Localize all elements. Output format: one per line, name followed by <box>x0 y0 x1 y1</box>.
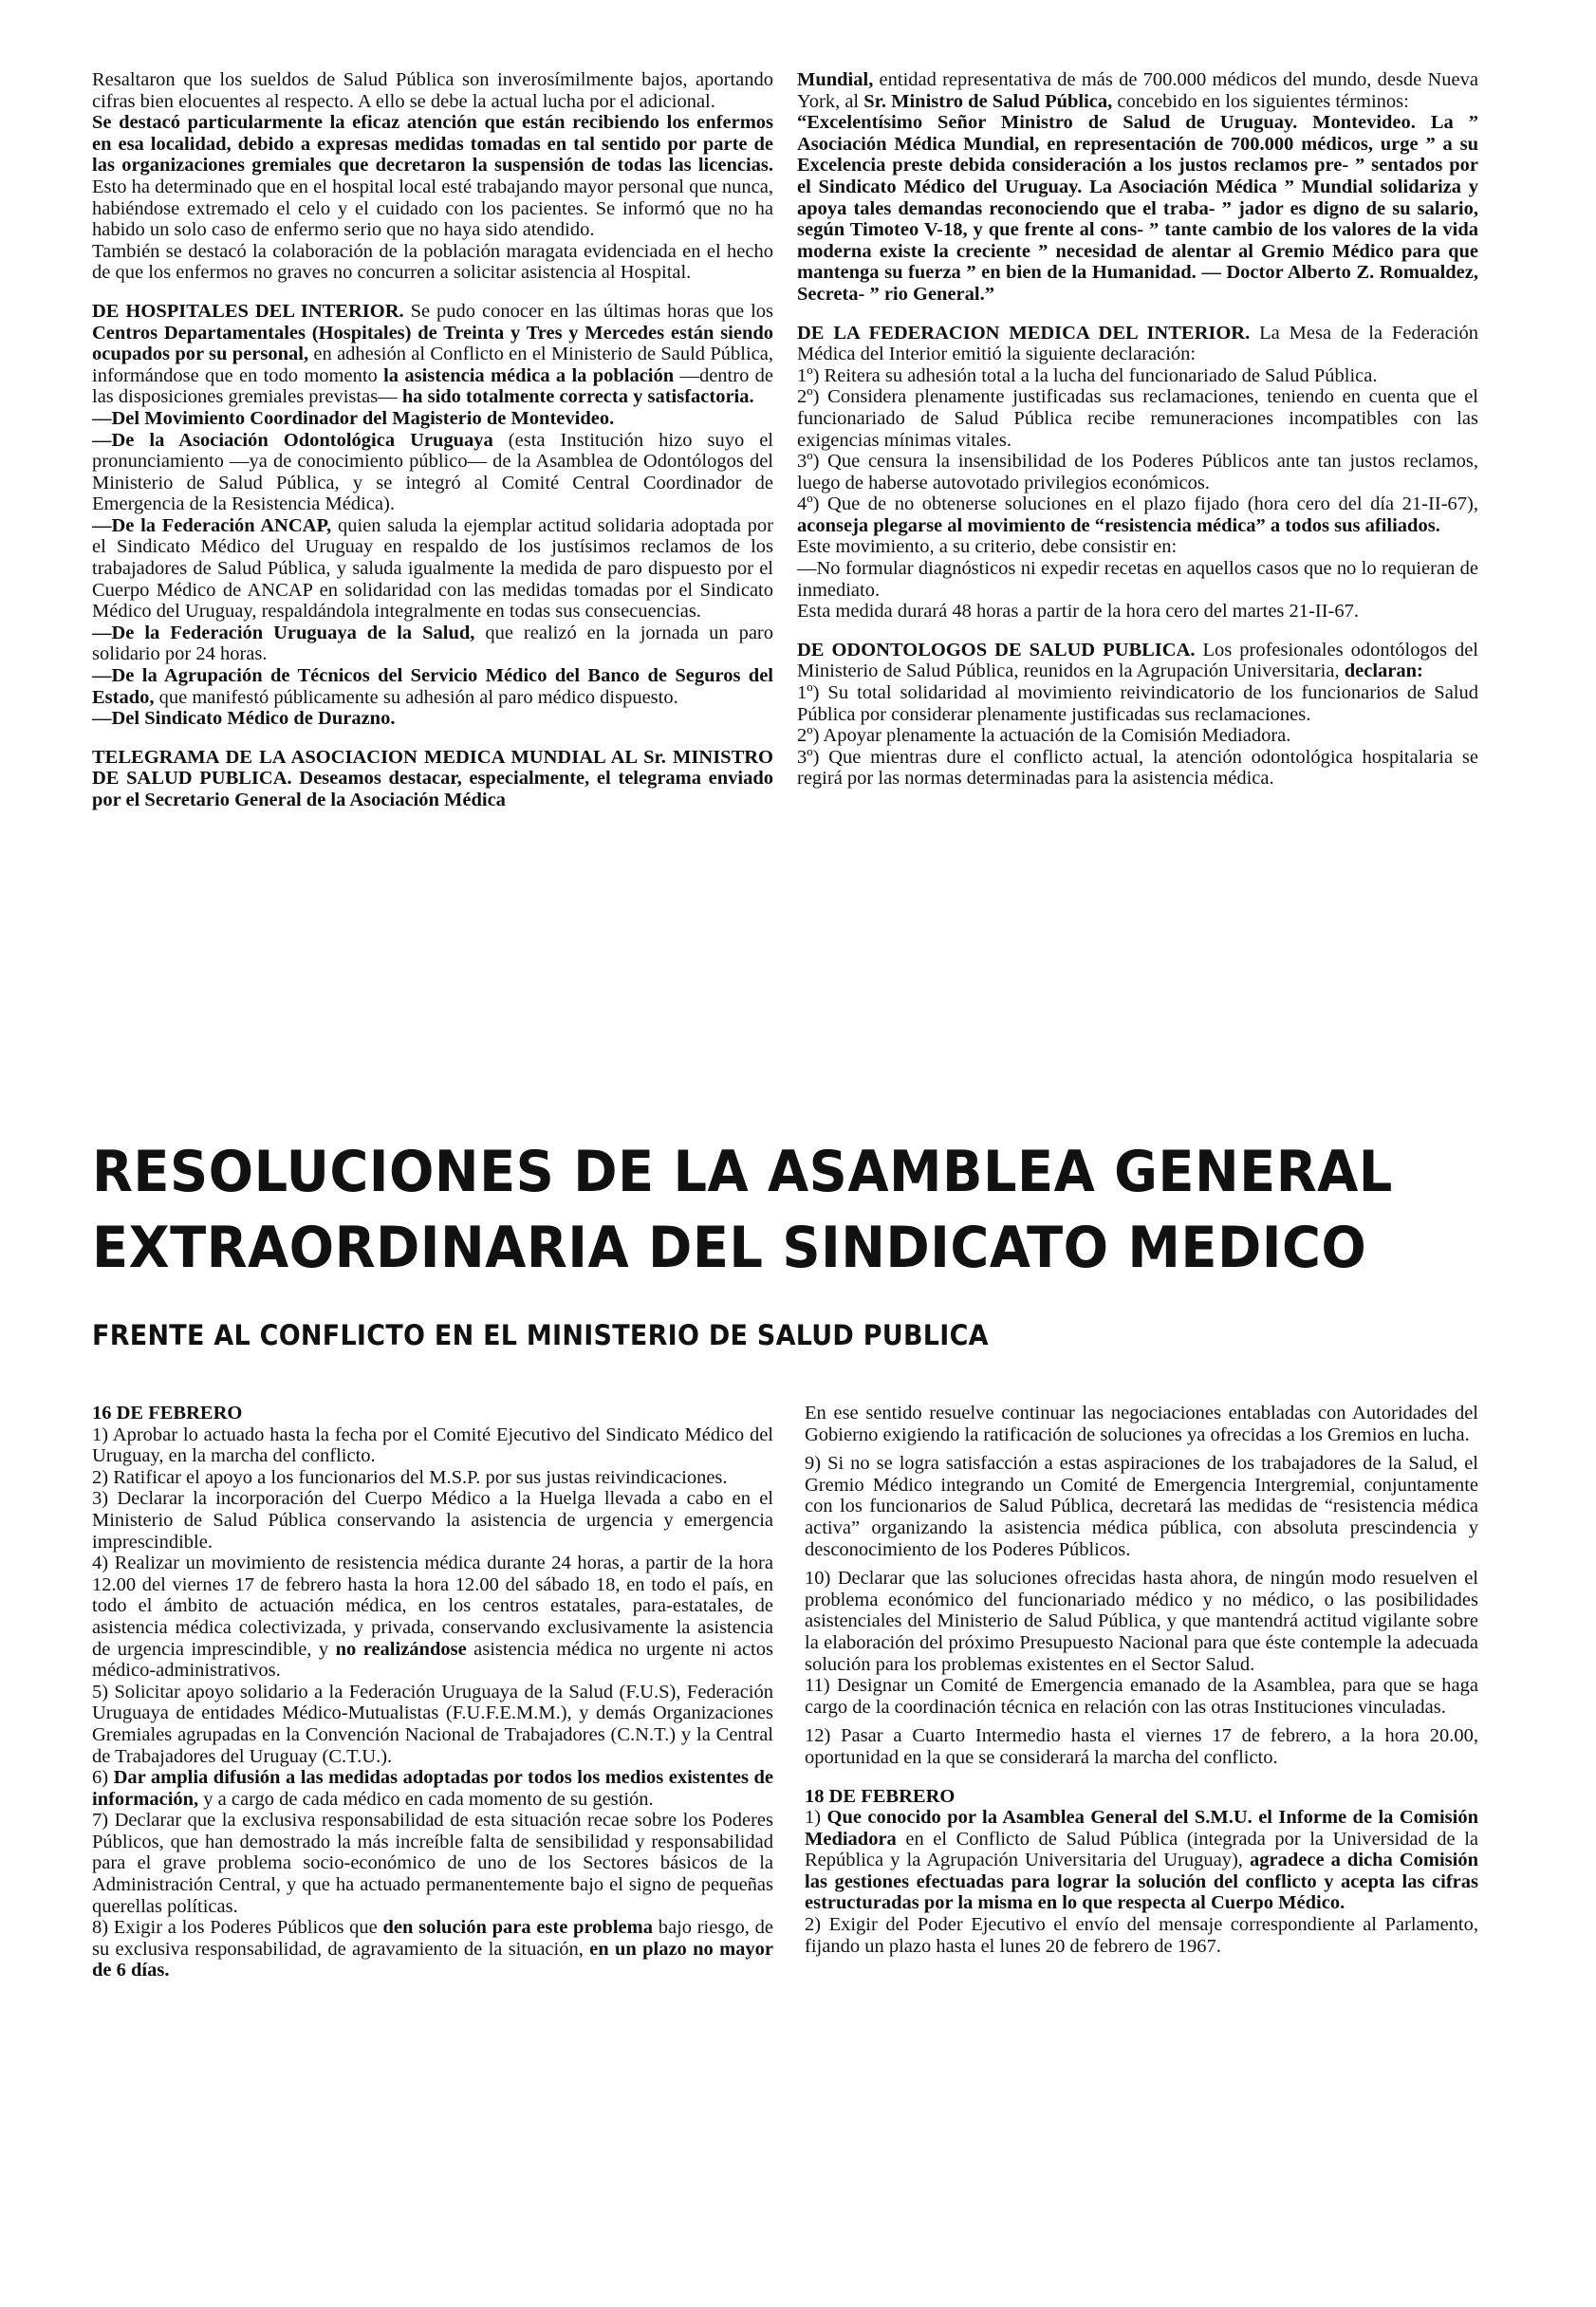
headline-subtitle: FRENTE AL CONFLICTO EN EL MINISTERIO DE SALUD PUBLICA <box>92 1319 989 1351</box>
paragraph: 2º) Considera plenamente justificadas sus reclamaciones, teniendo en cuenta que el funcionariado de Salud Pública recibe remuneraciones incompatibles con las exigencias mínimas vitales. <box>797 386 1478 451</box>
text: La Mesa de la Federación Médica del Interior emitió la siguiente declaración: <box>797 322 1478 365</box>
paragraph <box>92 747 773 811</box>
bold-text: en un plazo no mayor de 6 días. <box>92 1938 773 1981</box>
bold-text: —De la Federación ANCAP, <box>92 514 332 536</box>
paragraph: —No formular diagnósticos ni expedir recetas en aquellos casos que no lo requieran de inmediato. <box>797 558 1478 601</box>
bottom-left-column <box>92 1403 773 1981</box>
bold-text: Se destacó particularmente la eficaz atención que están recibiendo los enfermos en esa localidad, debido a expresas medidas tomadas en tal sentido por parte de las organizaciones gremiales que decretaron la suspensión de todas las licencias. <box>92 112 773 177</box>
resolution-item: 3) Declarar la incorporación del Cuerpo Médico a la Huelga llevada a cabo en el Ministerio de Salud Pública conservando la asistencia de urgencia y emergencia imprescindible. <box>92 1488 773 1553</box>
resolution-item <box>92 1917 773 1981</box>
text: y a cargo de cada médico en cada momento de su gestión. <box>198 1788 654 1810</box>
text: 1) <box>805 1807 827 1829</box>
text: Los profesionales odontólogos del Ministerio de Salud Pública, reunidos en la Agrupación Universitaria, <box>797 639 1478 682</box>
bold-text: aconseja plegarse al movimiento de “resistencia médica” a todos sus afiliados. <box>797 514 1440 536</box>
paragraph <box>797 493 1478 536</box>
text: 6) <box>92 1767 114 1789</box>
section-label: DE HOSPITALES DEL INTERIOR. <box>92 300 404 322</box>
bold-text: no realizándose <box>335 1638 467 1660</box>
text: bajo riesgo, de su exclusiva responsabilidad, de agravamiento de la situación, <box>92 1917 773 1960</box>
resolution-item: 12) Pasar a Cuarto Intermedio hasta el viernes 17 de febrero, a la hora 20.00, oportunidad en la que se considerará la marcha del conflicto. <box>805 1725 1478 1768</box>
text: —dentro de las disposiciones gremiales previstas— <box>92 364 773 408</box>
bold-text: declaran: <box>1344 660 1423 682</box>
resolution-item: 11) Designar un Comité de Emergencia emanado de la Asamblea, para que se haga cargo de la coordinación técnica en relación con las otras Instituciones vinculadas. <box>805 1675 1478 1718</box>
resolution-item: 9) Si no se logra satisfacción a estas aspiraciones de los trabajadores de la Salud, el Gremio Médico integrando un Comité de Emergencia Intergremial, conjuntamente con los funcionarios de Salud Pública, decretará las medidas de “resistencia médica activa” organizando la asistencia médica pública, con absoluta prescindencia y desconocimiento de los Poderes Públicos. <box>805 1453 1478 1560</box>
bold-text: ha sido totalmente correcta y satisfactoria. <box>401 386 754 408</box>
text: Se pudo conocer en las últimas horas que los <box>403 300 773 322</box>
top-right-column <box>797 69 1478 790</box>
text: Esto ha determinado que en el hospital local esté trabajando mayor personal que nunca, habiéndose extremado el celo y el cuidado con los pacientes. Se informó que no ha habido un solo caso de enfermo serio que no haya sido atendido. <box>92 176 773 241</box>
paragraph: Esta medida durará 48 horas a partir de la hora cero del martes 21-II-67. <box>797 601 1359 623</box>
paragraph <box>92 301 773 408</box>
text: asistencia médica no urgente ni actos médico-administrativos. <box>92 1638 773 1682</box>
paragraph: 3º) Que mientras dure el conflicto actual, la atención odontológica hospitalaria se regirá por las normas determinadas para la asistencia médica. <box>797 746 1478 790</box>
paragraph <box>797 69 1478 112</box>
bold-text: Dar amplia difusión a las medidas adoptadas por todos los medios existentes de información, <box>92 1767 773 1810</box>
date-heading: 18 DE FEBRERO <box>805 1785 956 1807</box>
text: 4) Realizar un movimiento de resistencia médica durante 24 horas, a partir de la hora 12.00 del viernes 17 de febrero hasta la hora 12.00 del sábado 18, en todo el país, en todo el ámbito de actuación médica, en los centros estatales, para-estatales, de asistencia médica colectivizada, y privada, conservando exclusivamente la asistencia de urgencia imprescindible, y <box>92 1553 773 1660</box>
resolution-item <box>92 1553 773 1682</box>
text: (esta Institución hizo suyo el pronunciamiento —ya de conocimiento público— de la Asamblea de Odontólogos del Ministerio de Salud Pública, y se integró al Comité Central Coordinador de Emergencia de la Resistencia Médica). <box>92 429 773 515</box>
section-label: DE ODONTOLOGOS DE SALUD PUBLICA. <box>797 639 1196 660</box>
top-left-column <box>92 69 773 811</box>
text: concebido en los siguientes términos: <box>1112 90 1409 112</box>
paragraph: Este movimiento, a su criterio, debe consistir en: <box>797 536 1178 558</box>
resolution-item: 1) Aprobar lo actuado hasta la fecha por el Comité Ejecutivo del Sindicato Médico del Uruguay, en la marcha del conflicto. <box>92 1423 773 1467</box>
paragraph <box>92 430 773 515</box>
telegram-quote: “Excelentísimo Señor Ministro de Salud de Uruguay. Montevideo. La ” Asociación Médica Mundial, en representación de 700.000 médicos, urge ” a su Excelencia preste debida consideración a los justos reclamos pre- ” sentados por el Sindicato Médico del Uruguay. La Asociación Médica ” Mundial solidariza y apoya tales demandas reconociendo que el traba- ” jador es digno de su salario, según Timoteo V-18, y que frente al cons- ” tante cambio de los valores de la vida moderna existe la creciente ” necesidad de alentar al Gremio Médico para que mantenga su fuerza ” en bien de la Humanidad. — Doctor Alberto Z. Romualdez, Secreta- ” rio General.” <box>797 112 1478 305</box>
bold-text: agradece a dicha Comisión las gestiones efectuadas para lograr la solución del conflicto y acepta las cifras estructuradas por la misma en lo que respecta al Cuerpo Médico. <box>805 1850 1478 1914</box>
paragraph <box>797 323 1478 365</box>
text: que realizó en la jornada un paro solidario por 24 horas. <box>92 622 773 665</box>
paragraph: 1º) Reitera su adhesión total a la lucha del funcionariado de Salud Pública. <box>797 364 1378 386</box>
text: que manifestó públicamente su adhesión al paro médico dispuesto. <box>154 686 678 708</box>
resolution-item <box>805 1807 1478 1914</box>
resolution-item: 5) Solicitar apoyo solidario a la Federación Uruguaya de la Salud (F.U.S), Federación Uruguaya de entidades Médico-Mutualistas (F.U.F.E.M.M.), y demás Organizaciones Gremiales agrupadas en la Convención Nacional de Trabajadores (C.N.T.) y la Central de Trabajadores del Uruguay (C.T.U.). <box>92 1681 773 1767</box>
paragraph: —Del Movimiento Coordinador del Magisterio de Montevideo. <box>92 407 615 429</box>
bold-text: Que conocido por la Asamblea General del S.M.U. el Informe de la Comisión Mediadora <box>805 1807 1478 1850</box>
paragraph <box>92 112 773 241</box>
text: en adhesión al Conflicto en el Ministerio de Sauld Pública, informándose que en todo momento <box>92 344 774 386</box>
paragraph: —Del Sindicato Médico de Durazno. <box>92 708 396 730</box>
bold-text: —De la Agrupación de Técnicos del Servicio Médico del Banco de Seguros del Estado, <box>92 665 773 708</box>
bold-text: den solución para este problema <box>382 1917 653 1939</box>
headline-line-2: EXTRAORDINARIA DEL SINDICATO MEDICO <box>92 1215 1367 1281</box>
section-label: TELEGRAMA DE LA ASOCIACION MEDICA MUNDIAL AL Sr. MINISTRO DE SALUD PUBLICA. <box>92 746 773 790</box>
bold-text: Sr. Ministro de Salud Pública, <box>863 90 1113 112</box>
paragraph <box>92 665 773 708</box>
headline-line-1: RESOLUCIONES DE LA ASAMBLEA GENERAL <box>92 1139 1393 1205</box>
bold-text: Centros Departamentales (Hospitales) de Treinta y Tres y Mercedes están siendo ocupados por su personal, <box>92 322 773 365</box>
text: quien saluda la ejemplar actitud solidaria adoptada por el Sindicato Médico del Uruguay en respaldo de los justísimos reclamos de los trabajadores de Salud Pública, y saluda igualmente la medida de paro dispuesto por el Cuerpo Médico de ANCAP en solidaridad con las medidas tomadas por el Sindicato Médico del Uruguay, respaldándola integralmente en todas sus consecuencias. <box>92 514 773 623</box>
paragraph: 1º) Su total solidaridad al movimiento reivindicatorio de los funcionarios de Salud Pública por considerar plenamente justificadas sus reclamaciones. <box>797 682 1478 725</box>
paragraph: 2º) Apoyar plenamente la actuación de la Comisión Mediadora. <box>797 725 1291 747</box>
paragraph <box>92 623 773 665</box>
paragraph: Resaltaron que los sueldos de Salud Pública son inverosímilmente bajos, aportando cifras bien elocuentes al respecto. A ello se debe la actual lucha por el adicional. <box>92 69 773 112</box>
resolution-item: 10) Declarar que las soluciones ofrecidas hasta ahora, de ningún modo resuelven el problema económico del funcionariado médico y no médico, o las posibilidades asistenciales del Ministerio de Salud Pública, y que mantendrá actitud vigilante sobre la elaboración del próximo Presupuesto Nacional para que éste contemple la adecuada solución para los problemas existentes en el Sector Salud. <box>805 1568 1478 1675</box>
resolution-item: 7) Declarar que la exclusiva responsabilidad de esta situación recae sobre los Poderes Públicos, que han demostrado la más increíble falta de sensibilidad y responsabilidad para el grave problema socio-económico de uno de los Sectores básicos de la Administración Central, y que ha actuado permanentemente bajo el signo de pequeñas querellas políticas. <box>92 1810 773 1917</box>
resolution-item <box>92 1767 773 1810</box>
text: 8) Exigir a los Poderes Públicos que <box>92 1917 383 1939</box>
paragraph <box>92 515 773 623</box>
resolution-item: 2) Exigir del Poder Ejecutivo el envío del mensaje correspondiente al Parlamento, fijando un plazo hasta el lunes 20 de febrero de 1967. <box>805 1914 1478 1957</box>
date-heading: 16 DE FEBRERO <box>92 1403 243 1423</box>
bold-text: Mundial, <box>797 69 874 90</box>
bottom-right-column <box>805 1403 1478 1957</box>
bold-text: la asistencia médica a la población <box>383 364 675 386</box>
paragraph: 3º) Que censura la insensibilidad de los Poderes Públicos ante tan justos reclamos, luego de haberse autovotado privilegios económicos. <box>797 451 1478 493</box>
bold-text: Deseamos destacar, especialmente, el telegrama enviado por el Secretario General de la Asociación Médica <box>92 768 773 810</box>
text: entidad representativa de más de 700.000 médicos del mundo, desde Nueva York, al <box>797 69 1478 112</box>
section-label: DE LA FEDERACION MEDICA DEL INTERIOR. <box>797 322 1251 344</box>
paragraph: También se destacó la colaboración de la población maragata evidenciada en el hecho de que los enfermos no graves no concurren a solicitar asistencia al Hospital. <box>92 240 773 284</box>
bold-text: —De la Asociación Odontológica Uruguaya <box>92 429 493 451</box>
bold-text: —De la Federación Uruguaya de la Salud, <box>92 622 475 643</box>
text: en el Conflicto de Salud Pública (integrada por la Universidad de la República y la Agrupación Universitaria del Uruguay), <box>805 1828 1478 1871</box>
paragraph: En ese sentido resuelve continuar las negociaciones entabladas con Autoridades del Gobierno exigiendo la ratificación de soluciones ya ofrecidas a los Gremios en lucha. <box>805 1403 1478 1445</box>
resolution-item: 2) Ratificar el apoyo a los funcionarios del M.S.P. por sus justas reivindicaciones. <box>92 1466 728 1488</box>
text: 4º) Que de no obtenerse soluciones en el plazo fijado (hora cero del día 21-II-67), <box>797 493 1478 515</box>
paragraph <box>797 640 1478 682</box>
